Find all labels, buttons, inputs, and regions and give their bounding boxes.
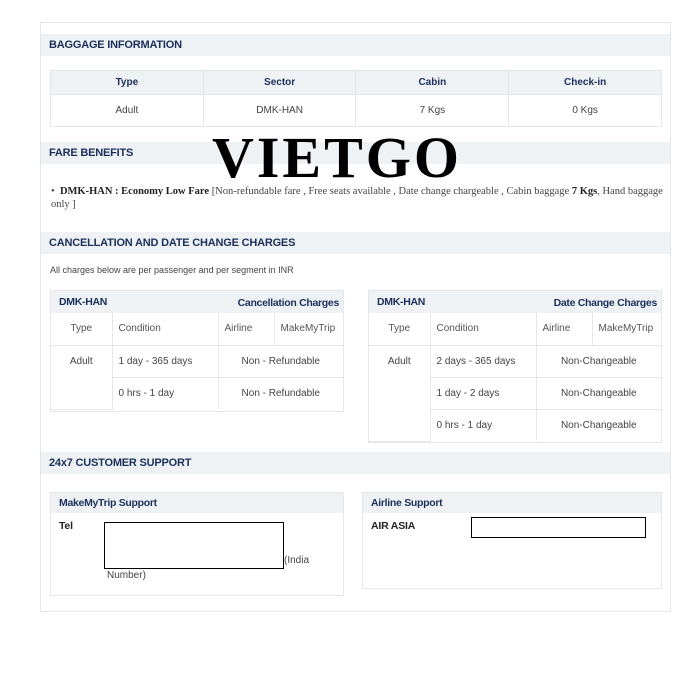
cell-type: Adult [51,345,112,409]
col-makemytrip: MakeMyTrip [274,313,343,345]
fare-details: [Non-refundable fare , Free seats available , Date change chargeable , Cabin baggage [209,186,572,197]
cell-condition: 2 days - 365 days [430,345,536,377]
baggage-table [50,70,662,127]
cell-charge: Non-Changeable [536,409,661,441]
itinerary-page [40,22,671,612]
date-change-box [368,290,662,443]
col-condition: Condition [112,313,218,345]
fare-details-end: , Hand baggage only ] [51,186,663,210]
col-airline: Airline [536,313,592,345]
sector-label: DMK-HAN [377,296,426,308]
cell-checkin: 0 Kgs [509,95,662,127]
cell-condition: 1 day - 365 days [112,345,218,377]
charges-note: All charges below are per passenger and per segment in INR [50,265,294,275]
cell-charge: Non-Changeable [536,345,661,377]
cell-charge: Non-Changeable [536,377,661,409]
fare-header: FARE BENEFITS [41,142,670,164]
col-makemytrip: MakeMyTrip [592,313,661,345]
cancellation-table [51,313,343,410]
col-type: Type [51,313,112,345]
support-header: 24x7 CUSTOMER SUPPORT [41,452,670,474]
cell-type: Adult [51,95,204,127]
tel-suffix-2: Number) [107,570,146,581]
table-row [51,345,343,377]
cell-type: Adult [369,345,430,441]
makemytrip-support-title: MakeMyTrip Support [59,497,157,509]
cancellation-header: CANCELLATION AND DATE CHANGE CHARGES [41,232,670,254]
cell-charge: Non - Refundable [218,345,343,377]
fare-title: DMK-HAN : Economy Low Fare [59,186,210,197]
airline-support-title: Airline Support [371,497,443,509]
col-airline: Airline [218,313,274,345]
col-sector: Sector [203,71,356,95]
sector-label: DMK-HAN [59,296,108,308]
cell-charge: Non - Refundable [218,377,343,409]
cell-condition: 0 hrs - 1 day [430,409,536,441]
redacted-phone [104,522,284,569]
cancellation-title: Cancellation Charges [237,297,339,309]
redacted-airline-phone [471,517,646,538]
table-row [369,345,661,377]
cell-condition: 0 hrs - 1 day [112,377,218,409]
cancellation-box [50,290,344,412]
cell-sector: DMK-HAN [203,95,356,127]
tel-suffix: (India [284,555,310,566]
airline-support-head [363,493,661,513]
col-cabin: Cabin [356,71,509,95]
fare-cabin: 7 Kgs [571,186,598,197]
date-change-table [369,313,661,442]
col-condition: Condition [430,313,536,345]
date-change-title: Date Change Charges [553,297,657,309]
cell-cabin: 7 Kgs [356,95,509,127]
table-row [51,95,662,127]
cancellation-box-head [51,291,343,313]
col-type: Type [369,313,430,345]
makemytrip-support-box [50,492,344,596]
vietgo-watermark: VIETGO [211,125,463,190]
makemytrip-support-head [51,493,343,513]
tel-label: Tel [59,520,73,532]
col-checkin: Check-in [509,71,662,95]
baggage-header: BAGGAGE INFORMATION [41,34,670,56]
date-change-box-head [369,291,661,313]
airline-support-box [362,492,662,589]
col-type: Type [51,71,204,95]
cell-condition: 1 day - 2 days [430,377,536,409]
airline-name: AIR ASIA [371,520,416,532]
bullet: • [51,186,55,197]
